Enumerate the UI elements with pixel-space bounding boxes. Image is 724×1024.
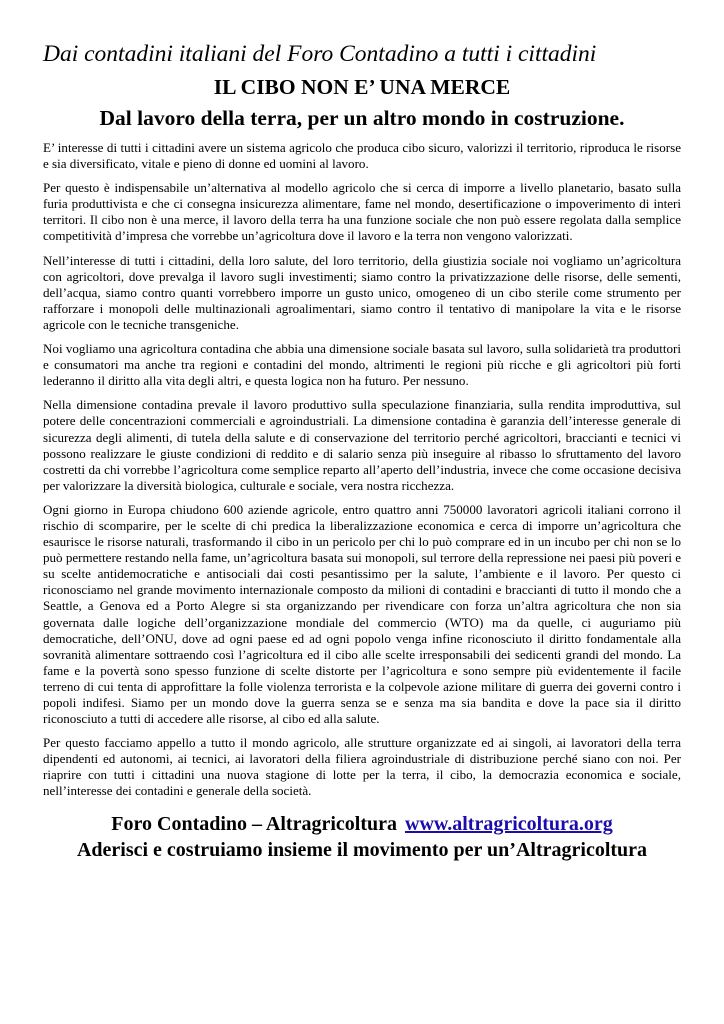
paragraph-1: E’ interesse di tutti i cittadini avere un sistema agricolo che produca cibo sicuro, valorizzi il territorio, riproduca le risorse e sia diversificato, vitale e pieno di donne ed uomini al lavoro. <box>43 140 681 172</box>
intro-heading: Dai contadini italiani del Foro Contadino a tutti i cittadini <box>43 41 597 67</box>
call-to-action: Aderisci e costruiamo insieme il movimento per un’Altragricoltura <box>76 838 648 861</box>
subtitle: Dal lavoro della terra, per un altro mondo in costruzione. <box>99 106 625 130</box>
organization-name: Foro Contadino – Altragricoltura <box>111 812 397 835</box>
website-link[interactable]: www.altragricoltura.org <box>405 812 613 835</box>
paragraph-7: Per questo facciamo appello a tutto il mondo agricolo, alle strutture organizzate ed ai singoli, ai lavoratori della terra dipendenti ed autonomi, ai tecnici, ai lavoratori della filiera agroindustriale di distribuzione perché siano con noi. Per riaprire con tutti i cittadini una nuova stagione di lotte per la terra, il cibo, la democrazia economica e sociale, nell’interesse dei contadini e generale della società. <box>43 735 681 799</box>
paragraph-5: Nella dimensione contadina prevale il lavoro produttivo sulla speculazione finanziaria, sulla rendita improduttiva, sul potere delle concentrazioni commerciali e agroindustriali. La dimensione contadina è garanzia dell’interesse generale di sicurezza degli alimenti, di tutela della salute e di conservazione del territorio perché agricoltori, braccianti e tecnici vi possono realizzare le giuste condizioni di reddito e di salario senza più inseguire al ribasso lo sfruttamento del lavoro costretti da chi vorrebbe l’agricoltura come semplice reparto all’aperto dell’industria, invece che come occasione decisiva per valorizzare la diversità biologica, culturale e sociale, vera nostra ricchezza. <box>43 397 681 493</box>
footer-signature <box>43 812 681 836</box>
main-title: IL CIBO NON E’ UNA MERCE <box>213 75 511 99</box>
flyer-document <box>43 40 681 862</box>
paragraph-4: Noi vogliamo una agricoltura contadina che abbia una dimensione sociale basata sul lavoro, sulla solidarietà tra produttori e consumatori ma anche tra regioni e contadini del mondo, altrimenti le regioni più ricche e gli agricoltori più forti lederanno il diritto alla vita degli altri, e questa logica non ha futuro. Per nessuno. <box>43 341 682 389</box>
paragraph-6: Ogni giorno in Europa chiudono 600 aziende agricole, entro quattro anni 750000 lavoratori agricoli italiani corrono il rischio di scomparire, per le scelte di chi predica la liberalizzazione economica e cerca di imporre un’agricoltura che esaurisce le risorse naturali, trasformando il cibo in un pericolo per chi lo può comprare ed in un incubo per chi non se lo può permettere restando nella fame, un’agricoltura basata sui monopoli, sul terrore della repressione nei paesi più poveri e su scelte antidemocratiche e antisociali dai costi pesantissimo per la salute, l’ambiente e il lavoro. Per questo ci riconosciamo nel grande movimento internazionale composto da milioni di contadini e braccianti di tutto il mondo che a Seattle, a Genova ed a Porto Alegre si sta organizzando per rivendicare con forza un’altra agricoltura che non sia governata dalle logiche dell’organizzazione mondiale del commercio (WTO) ma da quelle, ci auguriamo più democratiche, dell’ONU, dove ad ogni paese ed ad ogni popolo venga infine riconosciuto il diritto fondamentale alla sovranità alimentare sottraendo così l’agricoltura ed il cibo alle scelte irresponsabili dei sedicenti grandi del mondo. La fame e la povertà sono spesso funzione di scelte distorte per l’agricoltura e sono sempre più evidentemente il facile terreno di cui tenta di approfittare la folle violenza terrorista e la colpevole azione militare di guerra dei governi contro i popoli indifesi. Siamo per un mondo dove la guerra senza se e senza ma sia bandita e dove la pace sia il diritto riconosciuto a tutti di accedere alle risorse, al cibo ed alla salute. <box>43 501 681 727</box>
paragraph-3: Nell’interesse di tutti i cittadini, della loro salute, del loro territorio, della giustizia sociale noi vogliamo un’agricoltura con agricoltori, dove prevalga il lavoro sugli investimenti; siamo contro la privatizzazione delle risorse, delle sementi, dell’acqua, siamo contro quanti vorrebbero imporre un gusto unico, omogeneo di un cibo sterile come strumento per rafforzare i monopoli delle multinazionali agroalimentari, siamo contro il tentativo di manipolare la vita e le risorse agricole con le tecniche transgeniche. <box>43 252 681 332</box>
paragraph-2: Per questo è indispensabile un’alternativa al modello agricolo che si cerca di imporre a livello planetario, basato sulla furia produttivista e che ci consegna insicurezza alimentare, fame nel mondo, desertificazione o impoverimento di interi territori. Il cibo non è una merce, il lavoro della terra ha una funzione sociale che non può essere regolata dalla semplice competitività d’impresa che vorrebbe un’agricoltura dove il lavoro e la terra non vengono valorizzati. <box>43 180 681 244</box>
